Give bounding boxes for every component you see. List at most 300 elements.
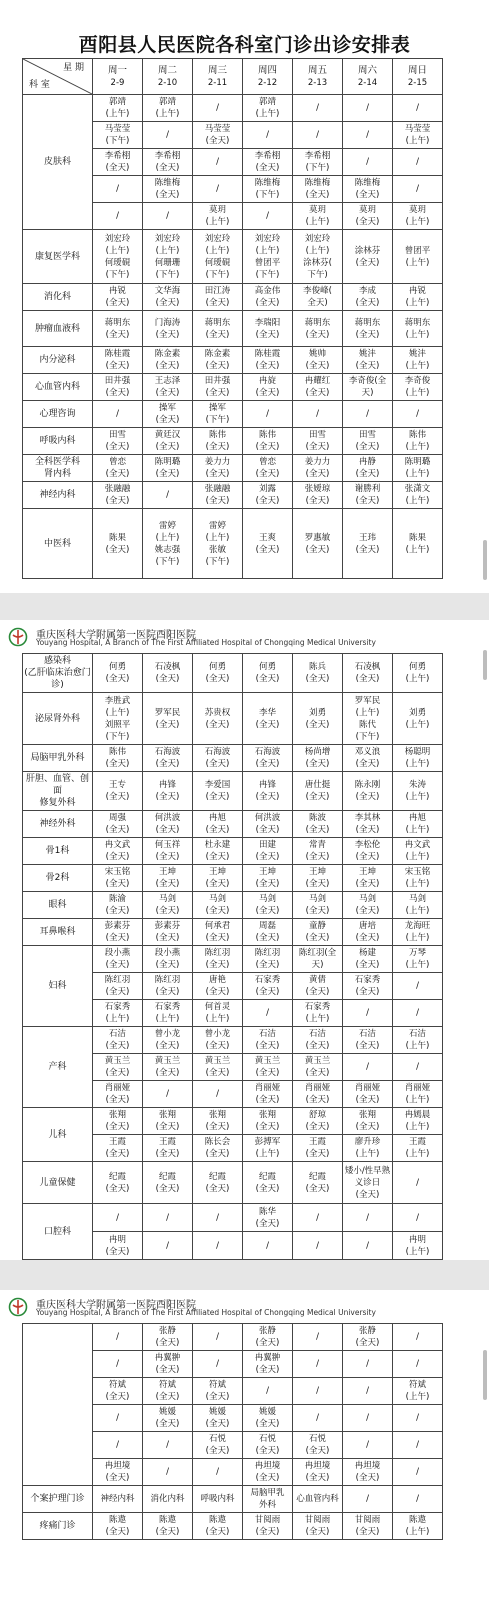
schedule-cell: 石家秀 (上午) (93, 1000, 143, 1027)
schedule-cell: 黄玉兰 (全天) (143, 1054, 193, 1081)
schedule-cell: 王坤 (全天) (293, 865, 343, 892)
schedule-cell: 曾团平 (上午) (393, 230, 443, 284)
schedule-cell: 冉嫣晨 (上午) (393, 1108, 443, 1135)
schedule-cell: 李瑞阳 (全天) (243, 311, 293, 347)
schedule-cell: 姜力力 (全天) (193, 455, 243, 482)
schedule-cell: 刘勇 (上午) (393, 693, 443, 745)
schedule-cell: / (243, 1232, 293, 1260)
schedule-cell: / (393, 973, 443, 1000)
day-date: 2-13 (307, 77, 328, 88)
schedule-cell: / (193, 95, 243, 122)
schedule-cell: 冉文武 (全天) (93, 838, 143, 865)
schedule-cell: 石海波 (全天) (243, 745, 293, 772)
schedule-cell: 王坤 (全天) (343, 865, 393, 892)
schedule-cell: / (243, 122, 293, 149)
schedule-cell: 冉锋 (全天) (243, 772, 293, 811)
day-header (343, 59, 393, 95)
schedule-cell: 呼吸内科 (193, 1486, 243, 1513)
schedule-cell: 罗军民 (全天) (143, 693, 193, 745)
schedule-cell: 郭靖 (上午) (143, 95, 193, 122)
schedule-cell: / (143, 1432, 193, 1459)
table-row (23, 745, 443, 772)
schedule-cell: 陈伟 (上午) (393, 428, 443, 455)
schedule-cell: / (293, 1204, 343, 1232)
schedule-cell: 黄玉兰 (全天) (243, 1054, 293, 1081)
schedule-cell: 高金伟 (全天) (243, 284, 293, 311)
schedule-cell: 刘勇 (全天) (293, 693, 343, 745)
schedule-cell: 蒋明东 (全天) (293, 311, 343, 347)
schedule-cell: 王玮 (全天) (343, 509, 393, 579)
hospital-name-en: Youyang Hospital, A Branch of The First Affiliated Hospital of Chongqing Medical University (36, 1308, 376, 1317)
schedule-cell: / (293, 1378, 343, 1405)
table-row (23, 230, 443, 284)
schedule-cell: 王专 (全天) (93, 772, 143, 811)
schedule-cell: 陈明璐 (全天) (143, 455, 193, 482)
table-row (23, 892, 443, 919)
schedule-cell: / (243, 1000, 293, 1027)
schedule-cell: 彭素芬 (全天) (143, 919, 193, 946)
schedule-cell: / (293, 1232, 343, 1260)
schedule-cell: 李其林 (全天) (343, 811, 393, 838)
schedule-cell: 陈维梅 (全天) (343, 176, 393, 203)
schedule-cell: / (343, 95, 393, 122)
schedule-cell: / (343, 1378, 393, 1405)
schedule-cell: 陈红羽 (全天) (93, 973, 143, 1000)
schedule-cell: / (393, 1324, 443, 1351)
schedule-cell: / (93, 203, 143, 230)
schedule-cell: 李奇俊 (上午) (393, 374, 443, 401)
schedule-cell: 曾恋 (全天) (93, 455, 143, 482)
schedule-cell: 石凌枫 (全天) (143, 654, 193, 693)
schedule-cell: 马剑 (全天) (143, 892, 193, 919)
schedule-cell: 唐仕挺 (全天) (293, 772, 343, 811)
schedule-cell: 陈维梅 (全天) (143, 176, 193, 203)
schedule-cell: 田雪 (全天) (93, 428, 143, 455)
header-corner (23, 59, 93, 95)
schedule-cell: / (193, 1324, 243, 1351)
schedule-cell: 纪霞 (全天) (93, 1162, 143, 1204)
schedule-cell: / (393, 1432, 443, 1459)
schedule-cell: / (343, 1054, 393, 1081)
schedule-cell: 冉明 (全天) (93, 1232, 143, 1260)
page-2 (0, 620, 489, 1260)
schedule-cell: / (343, 1204, 393, 1232)
schedule-cell: 李俊峰( 全天) (293, 284, 343, 311)
hospital-name-cn: 重庆医科大学附属第一医院酉阳医院 (36, 1300, 196, 1311)
schedule-cell: 心血管内科 (293, 1486, 343, 1513)
schedule-cell: 雷婷 (上午) 姚志强 (下午) (143, 509, 193, 579)
schedule-cell: 符斌 (全天) (93, 1378, 143, 1405)
schedule-cell: 李爱国 (全天) (193, 772, 243, 811)
schedule-cell: 陈渝 (全天) (93, 892, 143, 919)
table-row (23, 347, 443, 374)
department-cell: 心血管内科 (23, 374, 93, 401)
department-cell: 个案护理门诊 (23, 1486, 93, 1513)
schedule-cell: 王志泽 (全天) (143, 374, 193, 401)
schedule-cell: 王霞 (全天) (93, 1135, 143, 1162)
schedule-cell: 矮小/性早熟 义诊日 (全天) (343, 1162, 393, 1204)
schedule-cell: 王坤 (全天) (143, 865, 193, 892)
schedule-cell: 石海波 (全天) (143, 745, 193, 772)
schedule-cell: 田井强 (全天) (193, 374, 243, 401)
schedule-cell: 马莹莹 (全天) (193, 122, 243, 149)
table-row (23, 654, 443, 693)
department-cell: 骨2科 (23, 865, 93, 892)
schedule-cell: 陈长会 (全天) (193, 1135, 243, 1162)
department-cell: 眼科 (23, 892, 93, 919)
day-header (243, 59, 293, 95)
schedule-cell: 舒琼 (全天) (293, 1108, 343, 1135)
schedule-cell: / (293, 1324, 343, 1351)
schedule-cell: 李希栩 (下午) (293, 149, 343, 176)
day-name: 周日 (407, 64, 427, 76)
schedule-cell: 李奇俊(全 天) (343, 374, 393, 401)
department-cell: 儿科 (23, 1108, 93, 1162)
schedule-cell: 田江涛 (全天) (193, 284, 243, 311)
schedule-cell: 郭靖 (上午) (243, 95, 293, 122)
schedule-cell: 陈果 (全天) (93, 509, 143, 579)
schedule-cell: / (143, 1081, 193, 1108)
schedule-cell: / (143, 122, 193, 149)
schedule-cell: / (343, 149, 393, 176)
table-row (23, 311, 443, 347)
schedule-cell: 刘宏玲 (上午) 何瑷硯 (下午) (193, 230, 243, 284)
schedule-cell: 周强 (全天) (93, 811, 143, 838)
schedule-cell: 陈华 (全天) (243, 1204, 293, 1232)
schedule-cell: 宋玉铭 (上午) (393, 865, 443, 892)
schedule-cell: 陈明璐 (上午) (393, 455, 443, 482)
schedule-cell: 何玉祥 (全天) (143, 838, 193, 865)
schedule-cell: / (143, 1204, 193, 1232)
table-row (23, 1108, 443, 1135)
schedule-cell: 雷婷 (上午) 张敏 (下午) (193, 509, 243, 579)
schedule-cell: 张翔 (全天) (243, 1108, 293, 1135)
schedule-cell: 陈遨 (全天) (93, 1513, 143, 1540)
corner-weekday-label: 星 期 (63, 63, 84, 73)
schedule-cell: 姚媛 (全天) (243, 1405, 293, 1432)
corner-dept-label: 科 室 (29, 80, 50, 90)
schedule-cell: 陈伟 (全天) (243, 428, 293, 455)
schedule-cell: 马莹莹 (上午) (393, 122, 443, 149)
schedule-cell: 何洪波 (全天) (243, 811, 293, 838)
schedule-cell: 黄玉兰 (全天) (193, 1054, 243, 1081)
schedule-cell: / (93, 1432, 143, 1459)
schedule-cell: / (143, 482, 193, 509)
schedule-cell: / (343, 1405, 393, 1432)
department-cell: 心理咨询 (23, 401, 93, 428)
schedule-cell: 陈永刚 (全天) (343, 772, 393, 811)
page-separator (0, 1260, 489, 1290)
schedule-cell: / (343, 1232, 393, 1260)
schedule-cell: 曾恋 (全天) (243, 455, 293, 482)
schedule-cell: 唐艳 (全天) (193, 973, 243, 1000)
department-cell: 全科医学科 肾内科 (23, 455, 93, 482)
department-cell: 局脑甲乳外科 (23, 745, 93, 772)
day-header (93, 59, 143, 95)
schedule-cell: 陈红羽 (全天) (243, 946, 293, 973)
schedule-cell: 操军 (全天) (143, 401, 193, 428)
table-row (23, 284, 443, 311)
schedule-cell: 邓义浪 (全天) (343, 745, 393, 772)
day-date: 2-15 (407, 77, 428, 88)
schedule-cell: 周磊 (全天) (243, 919, 293, 946)
schedule-cell: / (393, 1204, 443, 1232)
schedule-cell: / (393, 95, 443, 122)
schedule-cell: 石洁 (全天) (243, 1027, 293, 1054)
schedule-cell: 冉坦境 (全天) (343, 1459, 393, 1486)
schedule-cell: 冉翼翀 (全天) (143, 1351, 193, 1378)
day-name: 周六 (357, 64, 377, 76)
schedule-cell: 冉明 (上午) (393, 1232, 443, 1260)
table-row (23, 946, 443, 973)
schedule-table-2 (22, 653, 443, 1260)
schedule-cell: 冉耀红 (全天) (293, 374, 343, 401)
department-cell: 皮肤科 (23, 95, 93, 230)
schedule-cell: 文华海 (全天) (143, 284, 193, 311)
day-header (143, 59, 193, 95)
schedule-cell: 陈伟 (全天) (193, 428, 243, 455)
schedule-cell: 局脑甲乳 外科 (243, 1486, 293, 1513)
schedule-cell: / (193, 1081, 243, 1108)
schedule-cell: / (393, 1459, 443, 1486)
schedule-cell: 彭搏军 (上午) (243, 1135, 293, 1162)
schedule-cell: 何勇 (全天) (193, 654, 243, 693)
department-cell: 妇科 (23, 946, 93, 1027)
schedule-cell: 石洁 (全天) (93, 1027, 143, 1054)
schedule-cell: 童静 (全天) (293, 919, 343, 946)
schedule-cell: / (293, 401, 343, 428)
schedule-cell: 田井强 (全天) (93, 374, 143, 401)
schedule-cell: 王坤 (全天) (243, 865, 293, 892)
schedule-cell: / (193, 1351, 243, 1378)
schedule-cell: / (393, 1351, 443, 1378)
department-cell: 神经内科 (23, 482, 93, 509)
page-1 (0, 0, 489, 593)
schedule-cell: 张翔 (全天) (93, 1108, 143, 1135)
schedule-cell: / (393, 1405, 443, 1432)
schedule-cell: 曾小龙 (全天) (193, 1027, 243, 1054)
schedule-cell: 陈波 (全天) (293, 811, 343, 838)
page-title: 酉阳县人民医院各科室门诊出诊安排表 (78, 34, 411, 56)
scrollbar[interactable] (483, 1350, 487, 1400)
schedule-cell: 石家秀 (全天) (243, 973, 293, 1000)
schedule-cell: / (393, 149, 443, 176)
schedule-cell: / (243, 203, 293, 230)
schedule-cell: 王坤 (全天) (193, 865, 243, 892)
schedule-cell: 冉坦境 (全天) (93, 1459, 143, 1486)
day-date: 2-10 (157, 77, 178, 88)
schedule-cell: 王霞 (上午) (393, 1135, 443, 1162)
schedule-cell: 何勇 (全天) (93, 654, 143, 693)
schedule-cell: 门海涛 (全天) (143, 311, 193, 347)
schedule-cell: 何勇 (上午) (393, 654, 443, 693)
schedule-cell: 姜力力 (全天) (293, 455, 343, 482)
schedule-cell: 姚沣 (上午) (393, 347, 443, 374)
schedule-cell: 何首灵 (上午) (193, 1000, 243, 1027)
schedule-cell: 陈金素 (全天) (193, 347, 243, 374)
schedule-cell: 姚媛 (全天) (193, 1405, 243, 1432)
schedule-cell: 冉旋 (全天) (243, 374, 293, 401)
department-cell: 感染科 (乙肝临床治愈门 诊) (23, 654, 93, 693)
schedule-cell: 万琴 (上午) (393, 946, 443, 973)
schedule-cell: 何勇 (全天) (243, 654, 293, 693)
schedule-cell: 神经内科 (93, 1486, 143, 1513)
schedule-cell: / (93, 176, 143, 203)
table-row (23, 1324, 443, 1351)
schedule-cell: 肖丽娅 (上午) (393, 1081, 443, 1108)
day-name: 周二 (157, 64, 177, 76)
schedule-cell: / (343, 1000, 393, 1027)
hospital-logo-icon (8, 626, 28, 648)
schedule-cell: 纪霞 (全天) (143, 1162, 193, 1204)
schedule-cell: 纪霞 (全天) (193, 1162, 243, 1204)
schedule-cell: 符斌 (全天) (193, 1378, 243, 1405)
schedule-cell: 李希栩 (全天) (143, 149, 193, 176)
schedule-cell: 李希栩 (全天) (93, 149, 143, 176)
schedule-cell: 石凌枫 (全天) (343, 654, 393, 693)
schedule-cell: 李成 (全天) (343, 284, 393, 311)
schedule-cell: 纪霞 (全天) (243, 1162, 293, 1204)
schedule-cell: 曾小龙 (全天) (143, 1027, 193, 1054)
schedule-cell: 刘宏玲 (上午) 涂林芬( 下午) (293, 230, 343, 284)
schedule-table-3 (22, 1323, 443, 1540)
schedule-cell: 何承君 (全天) (193, 919, 243, 946)
day-name: 周四 (257, 64, 277, 76)
table-row (23, 811, 443, 838)
day-name: 周一 (107, 64, 127, 76)
schedule-cell: 姚帅 (全天) (293, 347, 343, 374)
schedule-cell: / (193, 176, 243, 203)
schedule-cell: 蒋明东 (全天) (343, 311, 393, 347)
schedule-cell: 刘宏玲 (上午) 曾团平 (下午) (243, 230, 293, 284)
table-row (23, 865, 443, 892)
schedule-cell: 肖丽娅 (全天) (243, 1081, 293, 1108)
schedule-cell: 陈桂霞 (全天) (93, 347, 143, 374)
schedule-cell: 常青 (全天) (293, 838, 343, 865)
schedule-cell: 张翔 (全天) (143, 1108, 193, 1135)
schedule-cell: / (293, 122, 343, 149)
schedule-cell: 张融融 (全天) (93, 482, 143, 509)
page-separator (0, 593, 489, 620)
day-header (193, 59, 243, 95)
schedule-cell: 纪霞 (全天) (293, 1162, 343, 1204)
schedule-cell: 罗惠敏 (全天) (293, 509, 343, 579)
schedule-cell: 王霞 (全天) (293, 1135, 343, 1162)
department-cell: 消化科 (23, 284, 93, 311)
day-date: 2-12 (257, 77, 278, 88)
schedule-cell: 肖丽娅 (全天) (343, 1081, 393, 1108)
day-header (293, 59, 343, 95)
schedule-cell: / (193, 1232, 243, 1260)
schedule-cell: 石洁 (上午) (393, 1027, 443, 1054)
scrollbar[interactable] (483, 650, 487, 680)
schedule-cell: 马剑 (上午) (393, 892, 443, 919)
department-cell: 产科 (23, 1027, 93, 1108)
schedule-cell: 冉旭 (上午) (393, 811, 443, 838)
schedule-cell: 甘阅雨 (全天) (343, 1513, 393, 1540)
schedule-cell: / (193, 149, 243, 176)
department-cell: 康复医学科 (23, 230, 93, 284)
department-cell: 疼痛门诊 (23, 1513, 93, 1540)
schedule-cell: 蒋明东 (全天) (93, 311, 143, 347)
schedule-cell: 张静 (全天) (343, 1324, 393, 1351)
schedule-cell: 石悦 (全天) (243, 1432, 293, 1459)
schedule-cell: / (293, 95, 343, 122)
schedule-cell: 王霞 (全天) (143, 1135, 193, 1162)
schedule-cell: 陈伟 (全天) (93, 745, 143, 772)
table-row (23, 1162, 443, 1204)
schedule-cell: / (143, 1232, 193, 1260)
department-cell (23, 1324, 93, 1486)
department-cell: 耳鼻喉科 (23, 919, 93, 946)
schedule-cell: 石悦 (全天) (293, 1432, 343, 1459)
schedule-cell: 王爽 (全天) (243, 509, 293, 579)
schedule-cell: 田雪 (全天) (293, 428, 343, 455)
department-cell: 呼吸内科 (23, 428, 93, 455)
table-row (23, 919, 443, 946)
schedule-cell: 谢勝利 (全天) (343, 482, 393, 509)
schedule-cell: 肖丽娅 (全天) (93, 1081, 143, 1108)
schedule-cell: / (93, 1405, 143, 1432)
schedule-cell: / (143, 203, 193, 230)
schedule-cell: 符斌 (全天) (143, 1378, 193, 1405)
schedule-cell: / (93, 1351, 143, 1378)
hospital-name-cn: 重庆医科大学附属第一医院酉阳医院 (36, 630, 196, 641)
schedule-cell: 罗军民 (上午) 陈代 (下午) (343, 693, 393, 745)
schedule-cell: 苏贵权 (全天) (193, 693, 243, 745)
schedule-cell: 张翔 (全天) (343, 1108, 393, 1135)
schedule-cell: 符斌 (上午) (393, 1378, 443, 1405)
schedule-cell: 李松伦 (全天) (343, 838, 393, 865)
schedule-cell: 冉旭 (全天) (193, 811, 243, 838)
schedule-cell: 姚媛 (全天) (143, 1405, 193, 1432)
schedule-cell: / (343, 122, 393, 149)
day-name: 周五 (307, 64, 327, 76)
scrollbar[interactable] (483, 540, 487, 580)
schedule-cell: 张翔 (全天) (193, 1108, 243, 1135)
schedule-cell: 何洪波 (全天) (143, 811, 193, 838)
schedule-cell: 蒋明东 (全天) (193, 311, 243, 347)
department-cell: 儿童保健 (23, 1162, 93, 1204)
department-cell: 肝胆、血管、创面 修复外科 (23, 772, 93, 811)
hospital-name-en: Youyang Hospital, A Branch of The First Affiliated Hospital of Chongqing Medical University (36, 638, 376, 647)
day-date: 2-9 (110, 77, 125, 88)
schedule-cell: / (343, 1486, 393, 1513)
schedule-cell: 陈维梅 (全天) (293, 176, 343, 203)
schedule-cell: 陈维梅 (下午) (243, 176, 293, 203)
schedule-cell: / (293, 1405, 343, 1432)
schedule-cell: 冉文武 (上午) (393, 838, 443, 865)
schedule-cell: 马剑 (全天) (193, 892, 243, 919)
schedule-cell: 陈遨 (全天) (193, 1513, 243, 1540)
schedule-cell: 甘阅雨 (全天) (243, 1513, 293, 1540)
table-row (23, 772, 443, 811)
schedule-cell: 甘阅雨 (全天) (293, 1513, 343, 1540)
schedule-cell: 陈红羽 (全天) (193, 946, 243, 973)
schedule-cell: / (193, 1459, 243, 1486)
schedule-cell: / (343, 1432, 393, 1459)
table-row (23, 1204, 443, 1232)
schedule-cell: 陈遨 (全天) (143, 1513, 193, 1540)
schedule-cell: 陈遨 (上午) (393, 1513, 443, 1540)
schedule-cell: 肖丽娅 (全天) (293, 1081, 343, 1108)
schedule-cell: 郭靖 (上午) (93, 95, 143, 122)
schedule-cell: 冉锐 (全天) (93, 284, 143, 311)
schedule-cell: 石家秀 (上午) (143, 1000, 193, 1027)
department-cell: 中医科 (23, 509, 93, 579)
schedule-cell: 石洁 (全天) (343, 1027, 393, 1054)
schedule-cell: 马剑 (全天) (243, 892, 293, 919)
